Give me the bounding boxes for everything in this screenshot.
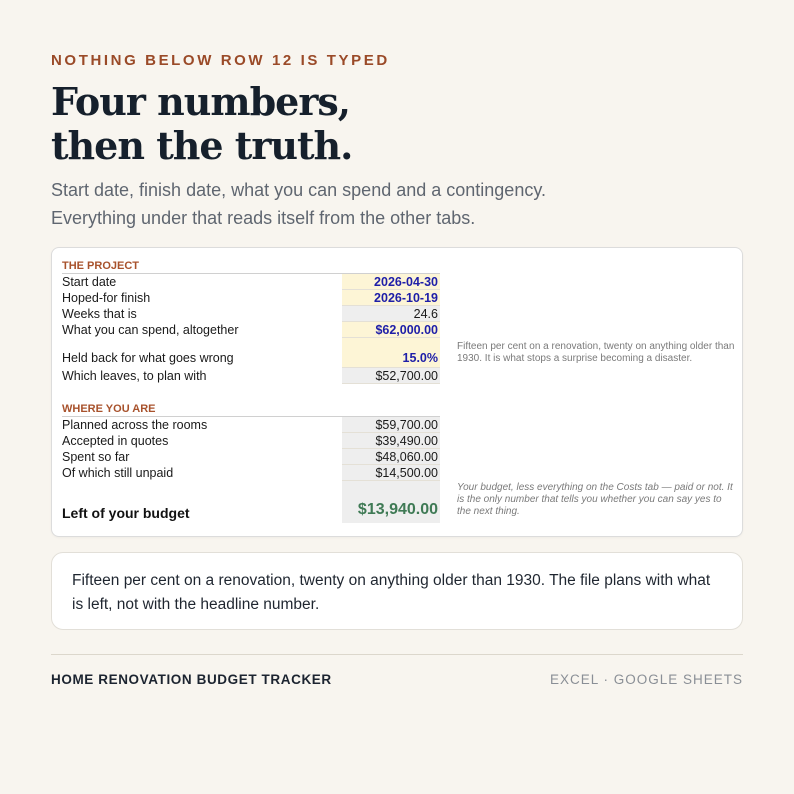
- row-label: Start date: [62, 275, 117, 289]
- row-unpaid: [62, 465, 440, 481]
- subtitle: [51, 176, 751, 232]
- subtitle-line-2: Everything under that reads itself from the other tabs.: [51, 208, 476, 228]
- budget-left-label: Left of your budget: [62, 505, 190, 521]
- platforms-label: EXCEL · GOOGLE SHEETS: [549, 672, 743, 687]
- row-label: Held back for what goes wrong: [62, 351, 234, 365]
- row-label: Of which still unpaid: [62, 466, 174, 480]
- spreadsheet-preview: [51, 247, 743, 537]
- row-label: Planned across the rooms: [62, 418, 208, 432]
- contingency-note: Fifteen per cent on a renovation, twenty on anything older than 1930. It is what stops a surprise becoming a disaster.: [457, 341, 735, 364]
- headline-line-1: Four numbers,: [51, 79, 350, 124]
- row-label: Weeks that is: [62, 307, 137, 321]
- eyebrow: NOTHING BELOW ROW 12 IS TYPED: [51, 52, 390, 69]
- budget-cell[interactable]: $62,000.00: [342, 322, 440, 338]
- row-spent: [62, 449, 440, 465]
- row-label: Accepted in quotes: [62, 434, 169, 448]
- start-date-cell[interactable]: 2026-04-30: [342, 274, 440, 290]
- row-label: Which leaves, to plan with: [62, 369, 207, 383]
- planned-cell: $59,700.00: [342, 417, 440, 433]
- row-label: What you can spend, altogether: [62, 323, 239, 337]
- section-header-project: THE PROJECT: [62, 260, 140, 272]
- row-start-date: [62, 274, 440, 290]
- unpaid-cell: $14,500.00: [342, 465, 440, 481]
- product-name: HOME RENOVATION BUDGET TRACKER: [51, 672, 332, 687]
- budget-left-cell: $13,940.00: [342, 481, 440, 523]
- weeks-cell: 24.6: [342, 306, 440, 322]
- row-finish-date: [62, 290, 440, 306]
- plan-with-cell: $52,700.00: [342, 368, 440, 384]
- row-planned: [62, 417, 440, 433]
- row-contingency: [62, 338, 440, 368]
- contingency-cell[interactable]: 15.0%: [342, 338, 440, 368]
- row-budget: [62, 322, 440, 338]
- headline-line-2: then the truth.: [51, 123, 353, 168]
- row-label: Spent so far: [62, 450, 130, 464]
- budget-left-note: Your budget, less everything on the Costs tab — paid or not. It is the only number that tells you whether you can say yes to the next thing.: [457, 482, 733, 517]
- spent-cell: $48,060.00: [342, 449, 440, 465]
- finish-date-cell[interactable]: 2026-10-19: [342, 290, 440, 306]
- row-weeks: [62, 306, 440, 322]
- footer-divider: [51, 654, 743, 655]
- headline: [51, 80, 352, 168]
- section-header-status: WHERE YOU ARE: [62, 403, 156, 415]
- subtitle-line-1: Start date, finish date, what you can spend and a contingency.: [51, 180, 546, 200]
- row-budget-left: [62, 481, 440, 523]
- row-plan-with: [62, 368, 440, 384]
- callout-text: Fifteen per cent on a renovation, twenty on anything older than 1930. The file plans with what is left, not with the headline number.: [72, 572, 711, 613]
- row-label: Hoped-for finish: [62, 291, 151, 305]
- callout-card: [51, 552, 743, 630]
- accepted-cell: $39,490.00: [342, 433, 440, 449]
- row-accepted: [62, 433, 440, 449]
